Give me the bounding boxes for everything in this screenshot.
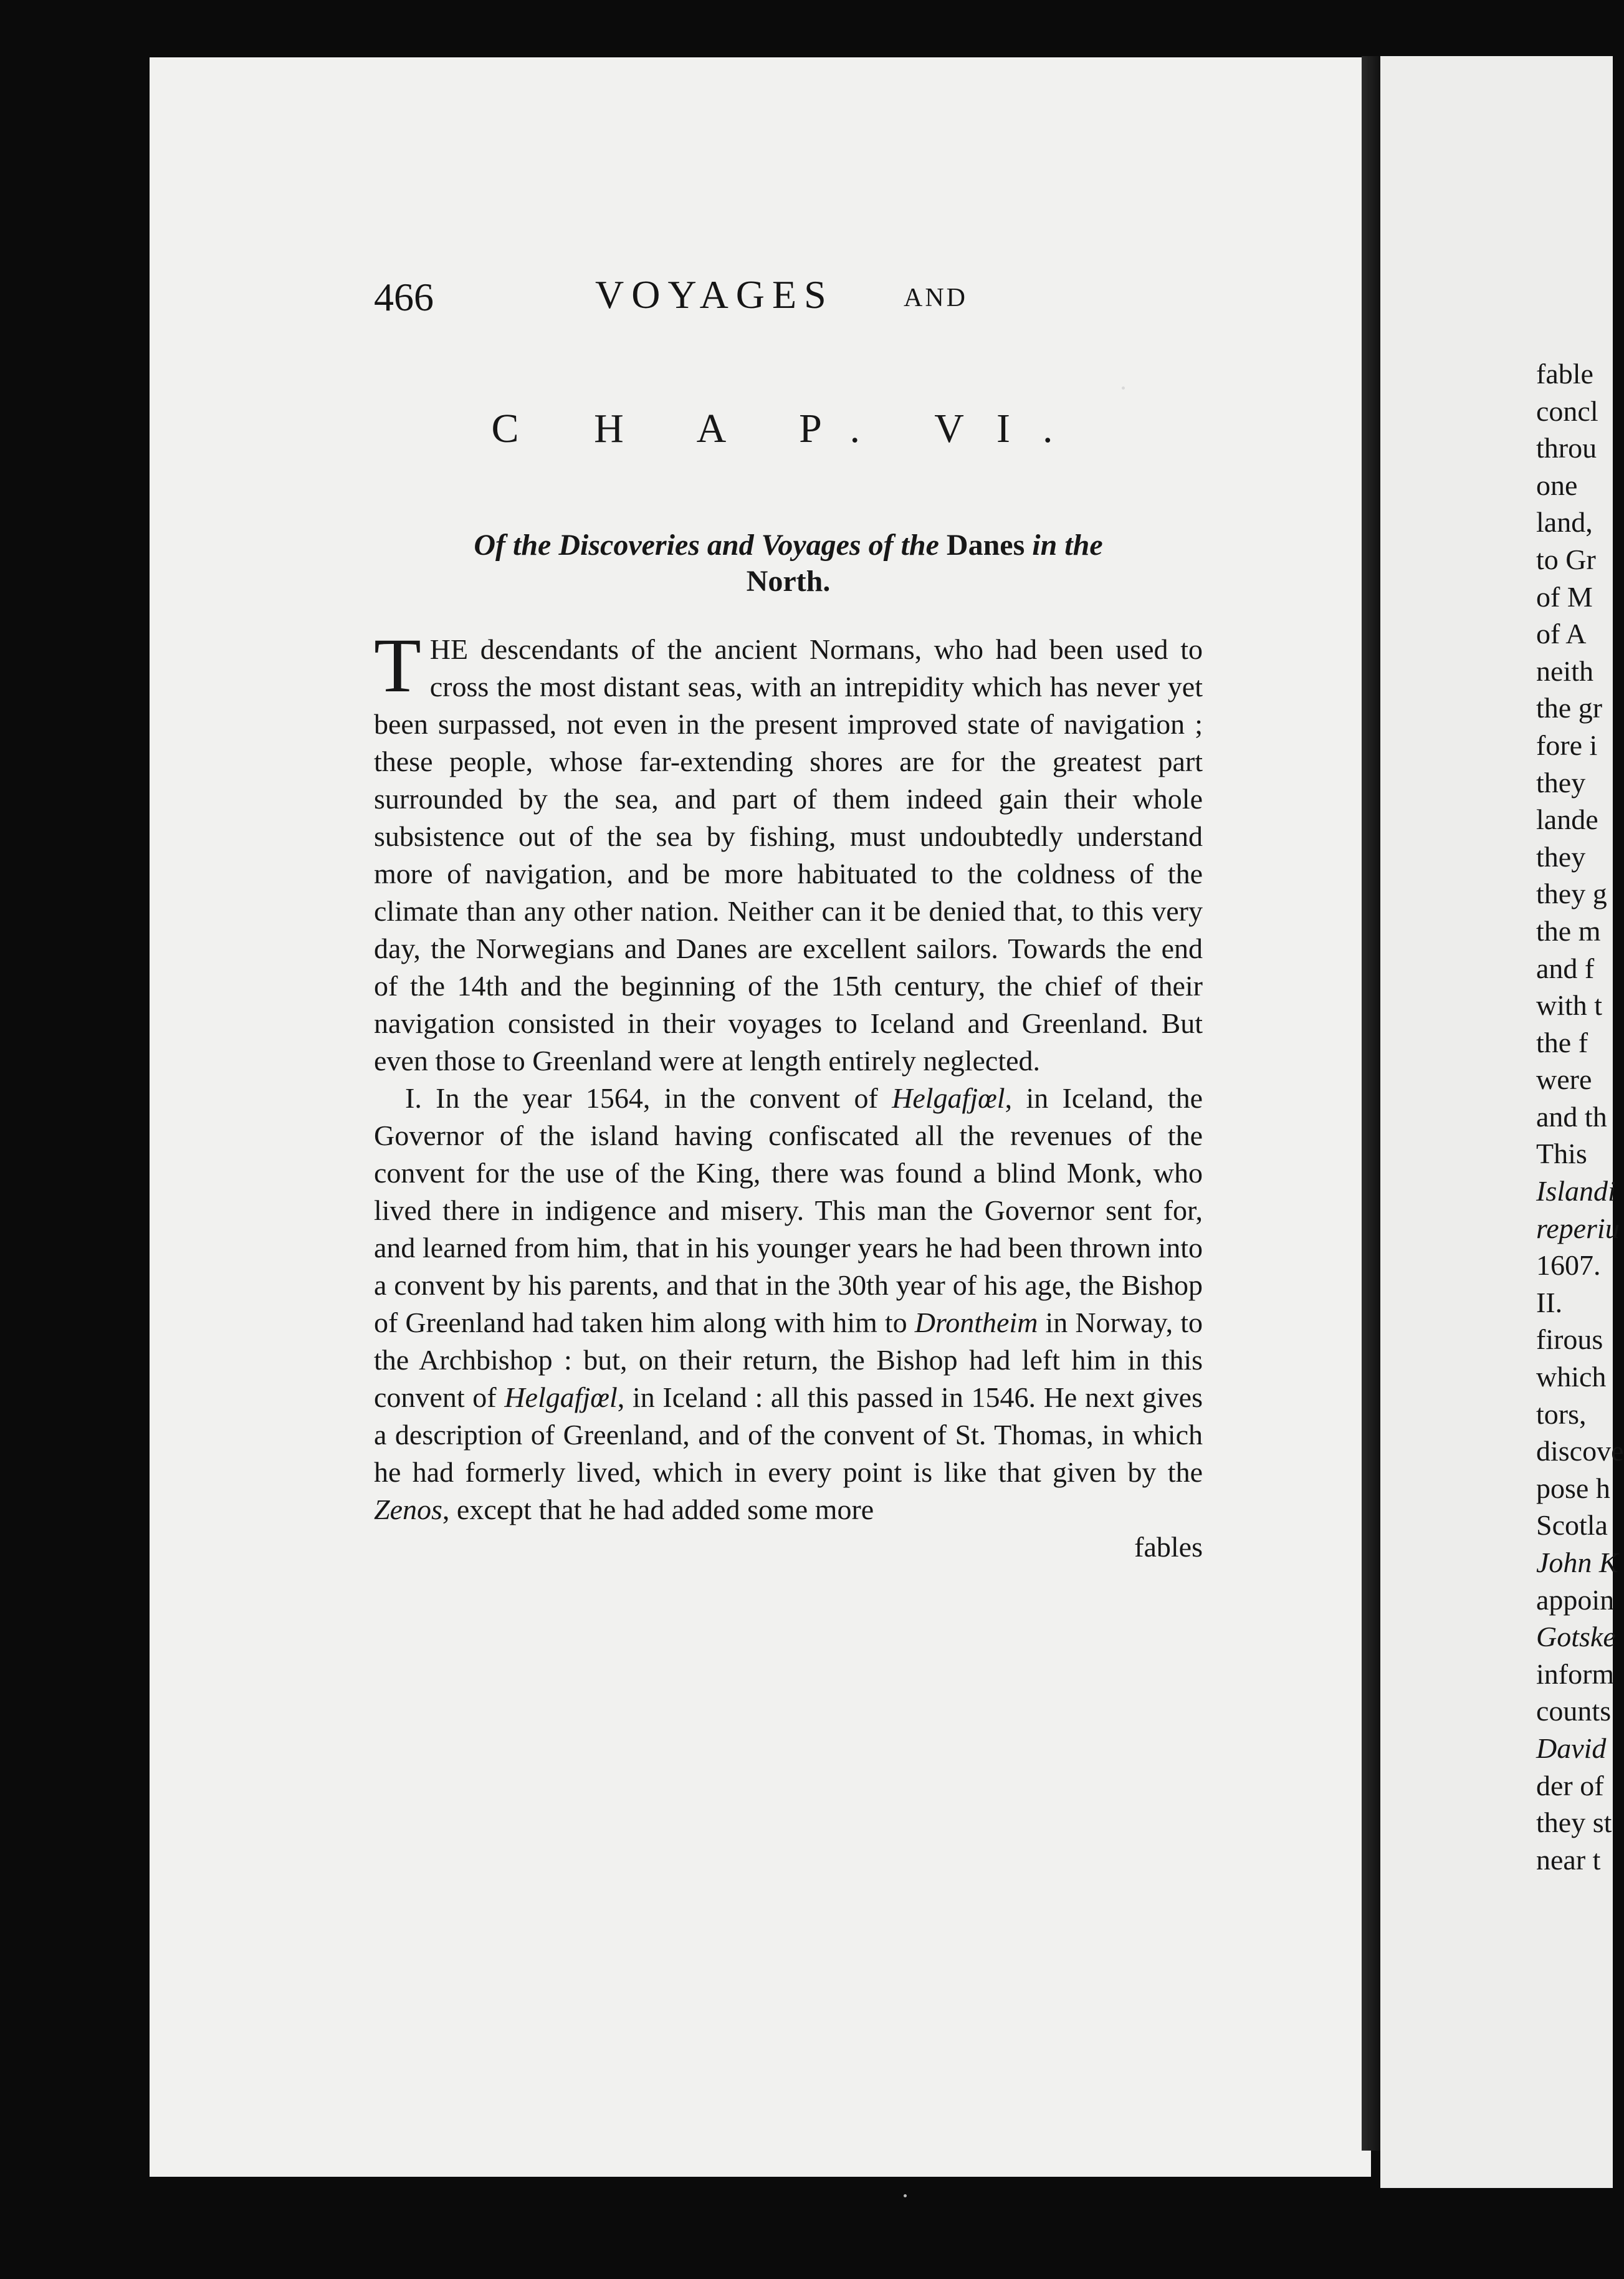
right-page-text — [1536, 355, 1624, 1878]
section-title-part3: in the — [1025, 529, 1103, 562]
right-page-line: der of — [1536, 1769, 1604, 1802]
right-page-line: of A — [1536, 618, 1587, 650]
right-page-line: David — [1536, 1732, 1607, 1764]
right-page-line: Gotske — [1536, 1621, 1616, 1653]
running-title-and: AND — [904, 284, 968, 312]
right-page-line: fore i — [1536, 729, 1598, 761]
right-page-line: inform — [1536, 1658, 1615, 1690]
right-page — [1380, 56, 1624, 2188]
chapter-heading: C H A P. VI. — [491, 406, 1086, 451]
right-page-line: Scotla — [1536, 1509, 1608, 1542]
p2-italic-2: Drontheim — [914, 1307, 1038, 1338]
right-page-line: concl — [1536, 395, 1598, 427]
right-page-line: they — [1536, 766, 1586, 799]
paragraph-1 — [374, 623, 1203, 1080]
drop-cap: T — [374, 623, 421, 708]
paragraph-2 — [374, 1080, 1203, 1528]
main-text-block — [374, 405, 1203, 1566]
catchword: fables — [1134, 1531, 1203, 1563]
right-page-line: the m — [1536, 914, 1601, 947]
right-page-line: fable — [1536, 358, 1593, 390]
section-title-part2: Danes — [946, 529, 1025, 562]
p2-italic-1: Helgafjœl — [892, 1082, 1005, 1114]
right-page-line: one — [1536, 469, 1578, 501]
running-title: VOYAGES — [595, 272, 834, 317]
right-page-line: 1607. — [1536, 1249, 1601, 1282]
right-page-line: II. — [1536, 1286, 1563, 1318]
page-number: 466 — [374, 275, 434, 319]
right-page-line: were — [1536, 1063, 1592, 1096]
right-page-line: pose h — [1536, 1472, 1610, 1504]
p2-text-4: , in Iceland : all this passed in 1546. He next gives a description of Greenland, and of the convent of St. Thomas, in which he had formerly lived, which in every point is like that given by the — [374, 1381, 1203, 1488]
running-head — [374, 274, 997, 324]
right-page-line: and th — [1536, 1100, 1607, 1133]
p2-text-2: , in Iceland, the Governor of the island having confiscated all the revenues of the convent for the use of the King, there was found a blind Monk, who lived there in indigence and misery. This man the Governor sent for, and learned from him, that in his younger years he had been thrown into a convent by his parents, and that in the 30th year of his age, the Bishop of Greenland had taken him along with him to — [374, 1082, 1203, 1338]
p2-text-5: , except that he had added some more — [442, 1494, 874, 1525]
right-page-line: they — [1536, 840, 1586, 873]
right-page-line: throu — [1536, 432, 1597, 464]
right-page-line: they st — [1536, 1806, 1612, 1839]
right-page-line: lande — [1536, 804, 1598, 836]
paper-speck — [904, 2194, 907, 2197]
right-page-line: tors, — [1536, 1398, 1587, 1430]
right-page-line: land, — [1536, 506, 1593, 539]
right-page-line: counts — [1536, 1695, 1612, 1727]
right-page-line: appoin — [1536, 1583, 1615, 1616]
right-page-line: with t — [1536, 989, 1603, 1022]
right-page-line: firous — [1536, 1323, 1603, 1356]
right-page-line: discove — [1536, 1435, 1624, 1467]
p2-italic-4: Zenos — [374, 1494, 442, 1525]
paragraph-1-text: HE descendants of the ancient Normans, who had been used to cross the most distant seas, with an intrepidity which has never yet been surpassed, not even in the present improved state of navigation ; these people, whose far-extending shores are for the greatest part surrounded by the sea, and part of them indeed gain their whole subsistence out of the sea by fishing, must undoubtedly understand more of navigation, and be more habituated to the coldness of the climate than any other nation. Neither can it be denied that, to this very day, the Norwegians and Danes are excellent sailors. Towards the end of the 14th and the beginning of the 15th century, the chief of their navigation consisted in their voyages to Iceland and Greenland. But even those to Greenland were at length entirely neglected. — [374, 633, 1203, 1077]
right-page-line: This — [1536, 1138, 1587, 1170]
right-page-line: the gr — [1536, 692, 1603, 724]
right-page-line: of M — [1536, 580, 1593, 613]
right-page-line: which — [1536, 1361, 1607, 1393]
right-page-line: and f — [1536, 952, 1595, 984]
paper-speck — [1122, 386, 1125, 390]
right-page-line: John K — [1536, 1547, 1618, 1578]
p2-text-3: in Norway, to the Archbishop : but, on their return, the Bishop had left him in this convent of — [374, 1307, 1203, 1413]
right-page-line: they g — [1536, 878, 1607, 910]
section-title-part1: Of the Discoveries and Voyages of the — [474, 529, 947, 562]
right-page-line: near t — [1536, 1843, 1601, 1876]
p2-text-1: I. In the year 1564, in the convent of — [405, 1082, 892, 1114]
section-title — [374, 527, 1203, 600]
right-page-line: the f — [1536, 1026, 1588, 1058]
section-title-part4: North. — [746, 565, 831, 598]
p2-italic-3: Helgafjœl — [504, 1381, 618, 1413]
right-page-line: to Gr — [1536, 543, 1596, 575]
right-page-line: Islandi — [1536, 1175, 1616, 1207]
right-page-line: reperiu — [1536, 1212, 1620, 1244]
right-page-line: neith — [1536, 655, 1593, 687]
